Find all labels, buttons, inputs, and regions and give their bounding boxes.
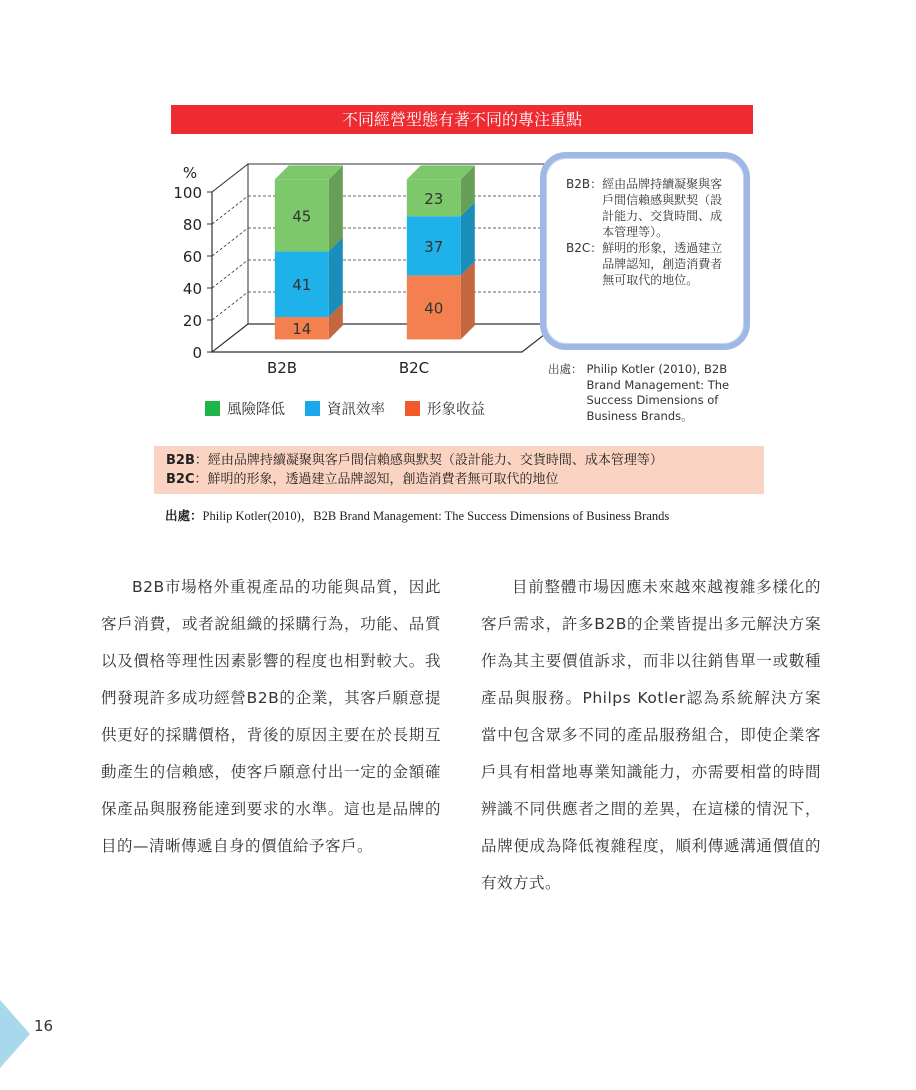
- chart-legend: [205, 398, 505, 419]
- legend-label: 風險降低: [227, 402, 285, 418]
- data-label: 45: [292, 207, 312, 226]
- page-number: 16: [34, 1017, 54, 1035]
- chart-side-top: [212, 164, 248, 192]
- gridline-side: [212, 196, 248, 224]
- note-key: B2C：: [566, 241, 603, 255]
- legend-label: 形象收益: [427, 402, 485, 418]
- body-column-left: B2B市場格外重視產品的功能與品質，因此客戶消費，或者說組織的採購行為，功能、品質以及價格等理性因素影響的程度也相對較大。我們發現許多成功經營B2B的企業，其客戶願意提供更好的採購價格，背後的原因主要在於長期互動產生的信賴感，使客戶願意付出一定的金額確保產品與服務能達到要求的水準。這也是品牌的目的—清晰傳遞自身的價值給予客戶。: [101, 578, 441, 855]
- gridline-side: [212, 228, 248, 256]
- x-tick-label: B2C: [398, 359, 430, 377]
- note-box: [540, 152, 750, 350]
- caption-label: 出處：: [165, 508, 203, 523]
- summary-text: ：鮮明的形象，透過建立品牌認知，創造消費者無可取代的地位: [194, 472, 559, 487]
- y-unit-label: %: [182, 164, 198, 182]
- data-label: 23: [424, 189, 444, 208]
- figure-caption: [165, 506, 669, 524]
- page-corner-triangle: [0, 1000, 30, 1068]
- summary-text: ：經由品牌持續凝聚與客戶間信賴感與默契（設計能力、交貨時間、成本管理等）: [194, 453, 663, 468]
- y-tick-label: 80: [182, 216, 202, 234]
- figure-title: 不同經營型態有著不同的專注重點: [171, 105, 753, 134]
- legend-swatch: [405, 401, 420, 416]
- y-tick-label: 20: [182, 312, 202, 330]
- gridline-side: [212, 292, 248, 320]
- y-tick-label: 40: [182, 280, 202, 298]
- x-tick-label: B2B: [266, 359, 298, 377]
- y-tick-label: 0: [192, 344, 202, 362]
- chart-floor: [212, 324, 558, 352]
- caption-text: Philip Kotler(2010)，B2B Brand Management: The Success Dimensions of Business Brands: [202, 509, 670, 523]
- note-key: B2B：: [566, 177, 603, 191]
- legend-item: [405, 398, 485, 419]
- data-label: 41: [292, 276, 312, 295]
- stacked-bar-chart: [0, 0, 916, 400]
- bar-segment-side: [329, 165, 343, 251]
- data-label: 37: [424, 237, 444, 256]
- figure-source-text: Philip Kotler (2010), B2B Brand Management: The Success Dimensions of Business Brands。: [586, 362, 730, 423]
- note-text: 經由品牌持續凝聚與客戶間信賴感與默契（設計能力、交貨時間、成本管理等）。: [602, 177, 723, 239]
- data-label: 40: [424, 299, 444, 318]
- legend-swatch: [205, 401, 220, 416]
- figure-source-label: 出處：: [548, 362, 583, 376]
- legend-item: [205, 398, 285, 419]
- summary-key: B2B: [166, 453, 195, 468]
- note-row-b2b: [566, 176, 734, 240]
- bar-segment-side: [329, 237, 343, 317]
- figure-source: [548, 362, 758, 424]
- legend-label: 資訊效率: [327, 402, 385, 418]
- summary-box: [154, 446, 764, 494]
- y-tick-label: 100: [173, 184, 202, 202]
- note-text: 鮮明的形象，透過建立品牌認知，創造消費者無可取代的地位。: [602, 241, 723, 287]
- legend-swatch: [305, 401, 320, 416]
- data-label: 14: [292, 320, 312, 339]
- summary-row-b2b: [166, 451, 752, 470]
- summary-row-b2c: [166, 470, 752, 489]
- summary-key: B2C: [166, 472, 195, 487]
- y-tick-label: 60: [182, 248, 202, 266]
- gridline-side: [212, 260, 248, 288]
- note-row-b2c: [566, 240, 734, 288]
- legend-item: [305, 398, 385, 419]
- body-column-right: 目前整體市場因應未來越來越複雜多樣化的客戶需求，許多B2B的企業皆提出多元解決方案作為其主要價值訴求，而非以往銷售單一或數種產品與服務。Philps Kotler認為系統解決方案當中包含眾多不同的產品服務組合，即使企業客戶具有相當地專業知識能力，亦需要相當的時間辨識不同供應者之間的差異，在這樣的情況下，品牌便成為降低複雜程度，順利傳遞溝通價值的有效方式。: [481, 578, 821, 892]
